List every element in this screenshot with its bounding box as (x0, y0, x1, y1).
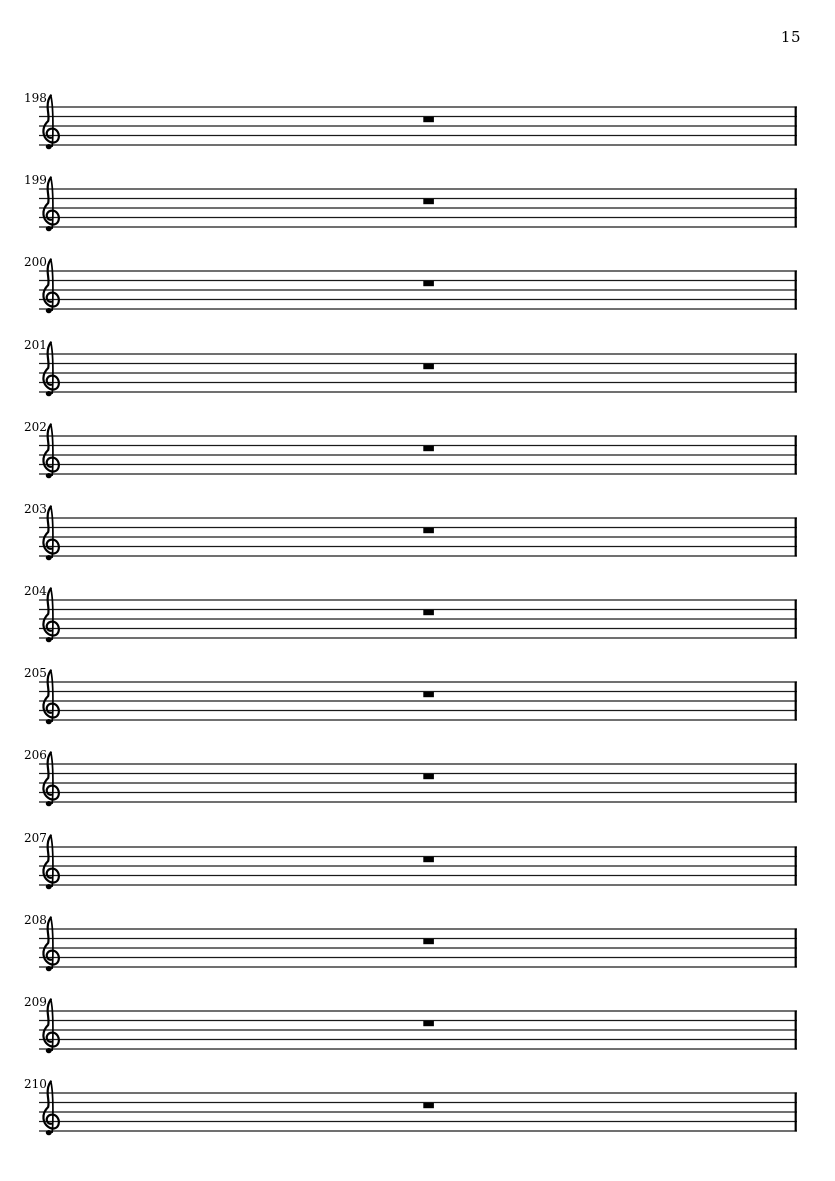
staff-system (0, 905, 835, 980)
measure-number: 210 (24, 1077, 47, 1091)
treble-clef-icon (43, 342, 58, 396)
staff-system (0, 330, 835, 405)
whole-rest-icon (423, 610, 434, 615)
staff-system (0, 165, 835, 240)
end-barline-icon (795, 1010, 797, 1049)
staff (0, 987, 835, 1062)
staff (0, 83, 835, 158)
whole-rest-icon (423, 117, 434, 122)
whole-rest-icon (423, 774, 434, 779)
staff-system (0, 740, 835, 815)
treble-clef-icon (43, 424, 58, 478)
measure-number: 204 (24, 584, 47, 598)
measure-number: 203 (24, 501, 47, 516)
staff-system (0, 576, 835, 651)
treble-clef-icon (43, 835, 58, 889)
whole-rest-icon (423, 692, 434, 697)
whole-rest-icon (423, 199, 434, 204)
staff-lines (39, 929, 797, 967)
treble-clef-icon (43, 999, 58, 1053)
staff (0, 412, 835, 487)
whole-rest-icon (423, 528, 434, 533)
whole-rest-icon (423, 445, 434, 450)
staff (0, 494, 835, 569)
staff (0, 165, 835, 240)
staff (0, 247, 835, 322)
staff (0, 658, 835, 733)
staff-lines (39, 271, 797, 309)
staff-system (0, 412, 835, 487)
staff-lines (39, 682, 797, 720)
measure-number: 202 (24, 419, 47, 434)
measure-number: 206 (24, 748, 47, 763)
staff (0, 740, 835, 815)
end-barline-icon (795, 928, 797, 967)
staff-lines (39, 436, 797, 474)
whole-rest-icon (423, 938, 434, 943)
staff-lines (39, 600, 797, 638)
treble-clef-icon (43, 95, 58, 149)
staff-lines (39, 518, 797, 556)
staff (0, 576, 835, 651)
staff-lines (39, 107, 797, 145)
whole-rest-icon (423, 1021, 434, 1026)
staff-lines (39, 1011, 797, 1049)
end-barline-icon (795, 353, 797, 392)
staff-lines (39, 189, 797, 227)
treble-clef-icon (43, 671, 58, 725)
staff-system (0, 987, 835, 1062)
staff-lines (39, 764, 797, 802)
end-barline-icon (795, 106, 797, 145)
staff (0, 330, 835, 405)
measure-number: 207 (24, 830, 47, 845)
end-barline-icon (795, 435, 797, 474)
treble-clef-icon (43, 753, 58, 807)
treble-clef-icon (43, 506, 58, 560)
end-barline-icon (795, 764, 797, 803)
staff-system (0, 823, 835, 898)
end-barline-icon (795, 846, 797, 885)
whole-rest-icon (423, 281, 434, 286)
treble-clef-icon (43, 260, 58, 314)
end-barline-icon (795, 189, 797, 228)
treble-clef-icon (43, 178, 58, 232)
whole-rest-icon (423, 1103, 434, 1108)
staff-lines (39, 847, 797, 885)
measure-number: 199 (24, 173, 47, 188)
treble-clef-icon (43, 917, 58, 971)
end-barline-icon (795, 1092, 797, 1131)
measure-number: 209 (24, 994, 47, 1009)
whole-rest-icon (423, 856, 434, 861)
end-barline-icon (795, 682, 797, 721)
staff (0, 905, 835, 980)
measure-number: 198 (24, 91, 47, 105)
staff-system (0, 247, 835, 322)
measure-number: 208 (24, 912, 47, 927)
staff-lines (39, 354, 797, 392)
page-number: 15 (780, 28, 801, 46)
measure-number: 201 (24, 337, 47, 352)
staff-lines (39, 1093, 797, 1131)
staff-system (0, 658, 835, 733)
end-barline-icon (795, 599, 797, 638)
treble-clef-icon (43, 588, 58, 642)
measure-number: 205 (24, 666, 47, 681)
staff (0, 1069, 835, 1144)
whole-rest-icon (423, 363, 434, 368)
staff-system (0, 83, 835, 158)
measure-number: 200 (24, 255, 47, 270)
staff (0, 823, 835, 898)
end-barline-icon (795, 271, 797, 310)
treble-clef-icon (43, 1081, 58, 1135)
staff-system (0, 1069, 835, 1144)
staff-system (0, 494, 835, 569)
end-barline-icon (795, 517, 797, 556)
